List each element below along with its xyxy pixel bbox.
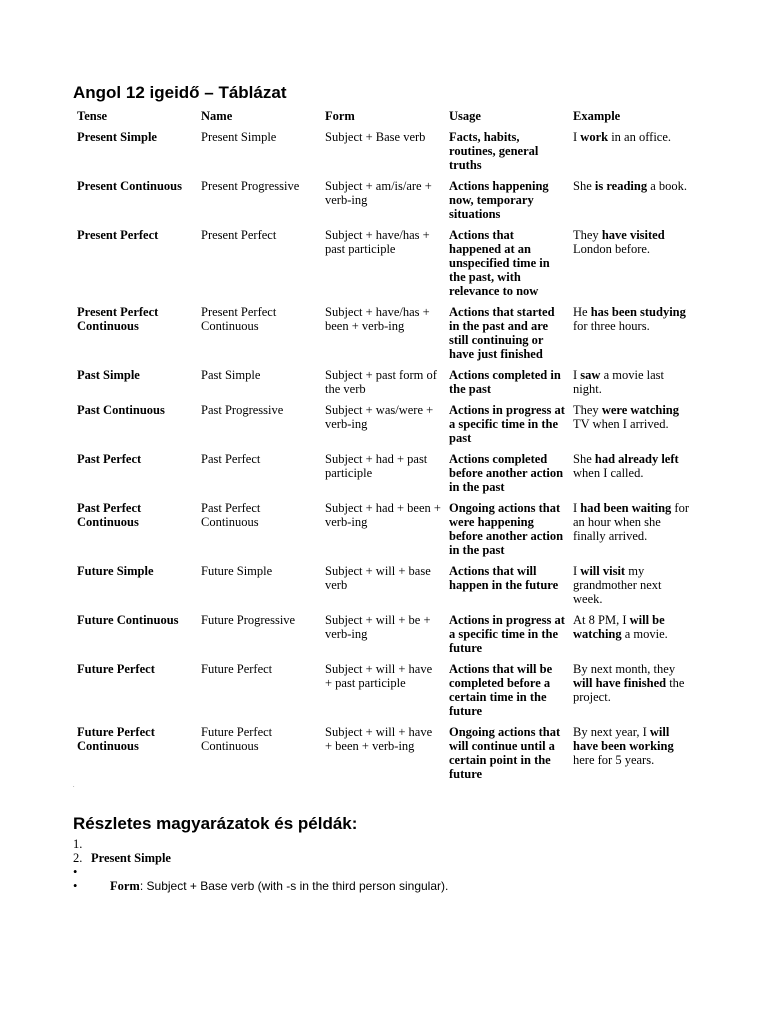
example-verb: were watching <box>601 403 679 417</box>
example-text: a movie. <box>621 627 668 641</box>
cell-example <box>569 179 694 228</box>
cell-tense: Future Perfect Continuous <box>77 725 155 753</box>
cell-usage: Actions completed before another action in the past <box>449 452 564 494</box>
cell-usage: Actions in progress at a specific time in the past <box>449 403 565 445</box>
header-tense: Tense <box>77 109 108 123</box>
section-heading: Részletes magyarázatok és példák: <box>73 814 358 833</box>
list-marker: 2. <box>73 851 83 865</box>
example-text: a movie last night. <box>573 368 664 396</box>
example-text: She <box>573 179 595 193</box>
cell-form: Subject + was/were + verb-ing <box>325 403 434 431</box>
cell-usage: Actions in progress at a specific time in the future <box>449 613 565 655</box>
table-body <box>73 130 694 788</box>
list-item-title: Present Simple <box>91 851 171 865</box>
example-verb: work <box>580 130 609 144</box>
example-text: They <box>573 228 602 242</box>
example-verb: will visit <box>580 564 626 578</box>
example-text: a book. <box>647 179 688 193</box>
cell-form: Subject + will + have + past participle <box>325 662 433 690</box>
cell-name: Present Progressive <box>201 179 300 193</box>
example-text: here for 5 years. <box>573 753 655 767</box>
example-verb: had already left <box>594 452 679 466</box>
cell-tense: Past Perfect <box>77 452 142 466</box>
cell-example <box>569 403 694 452</box>
table-row <box>73 130 694 179</box>
cell-tense: Present Perfect Continuous <box>77 305 159 333</box>
tenses-table <box>73 108 694 788</box>
cell-form: Subject + have/has + past participle <box>325 228 430 256</box>
cell-tense: Past Perfect Continuous <box>77 501 142 529</box>
example-text: TV when I arrived. <box>573 417 669 431</box>
cell-example <box>569 368 694 403</box>
cell-example <box>569 725 694 788</box>
example-verb: have visited <box>601 228 665 242</box>
example-text: They <box>573 403 602 417</box>
table-row <box>73 305 694 368</box>
cell-name: Past Progressive <box>201 403 284 417</box>
example-verb: saw <box>580 368 601 382</box>
table-row <box>73 613 694 662</box>
cell-form: Subject + had + been + verb-ing <box>325 501 441 529</box>
cell-name: Future Simple <box>201 564 273 578</box>
cell-name: Present Perfect Continuous <box>201 305 277 333</box>
example-text: I <box>573 501 581 515</box>
table-header-row <box>73 108 694 130</box>
example-text: I <box>573 130 581 144</box>
header-example: Example <box>573 109 621 123</box>
cell-example <box>569 305 694 368</box>
cell-tense: Present Continuous <box>77 179 182 193</box>
example-text: my grandmother next week. <box>573 564 662 606</box>
table-row <box>73 564 694 613</box>
cell-form: Subject + will + base verb <box>325 564 431 592</box>
cell-usage: Actions that started in the past and are still continuing or have just finished <box>449 305 555 361</box>
header-form: Form <box>325 109 355 123</box>
cell-example <box>569 452 694 501</box>
example-text: By next year, I <box>573 725 650 739</box>
table-row <box>73 452 694 501</box>
example-verb: will have been working <box>573 725 674 753</box>
list-marker: 1. <box>73 837 83 851</box>
table-row <box>73 403 694 452</box>
cell-name: Present Perfect <box>201 228 277 242</box>
cell-example <box>569 662 694 725</box>
example-text: the project. <box>573 676 685 704</box>
table-row <box>73 368 694 403</box>
cell-usage: Actions happening now, temporary situations <box>449 179 549 221</box>
example-text: for an hour when she finally arrived. <box>573 501 689 543</box>
example-text: By next month, they <box>573 662 676 676</box>
example-verb: had been waiting <box>580 501 672 515</box>
table-row <box>73 179 694 228</box>
example-text: I <box>573 564 581 578</box>
example-text: for three hours. <box>573 319 650 333</box>
cell-tense: Past Simple <box>77 368 140 382</box>
table-row <box>73 228 694 305</box>
table-row <box>73 662 694 725</box>
bullet-marker: • <box>73 865 78 879</box>
table-row <box>73 501 694 564</box>
cell-tense: Future Perfect <box>77 662 155 676</box>
header-name: Name <box>201 109 233 123</box>
example-text: I <box>573 368 581 382</box>
example-text: in an office. <box>608 130 672 144</box>
cell-usage: Actions completed in the past <box>449 368 561 396</box>
form-text: : Subject + Base verb (with -s in the third person singular). <box>139 879 449 893</box>
cell-usage: Actions that will happen in the future <box>449 564 559 592</box>
cell-usage: Ongoing actions that were happening before another action in the past <box>449 501 564 557</box>
cell-form: Subject + am/is/are + verb-ing <box>325 179 432 207</box>
cell-example <box>569 564 694 613</box>
cell-name: Present Simple <box>201 130 277 144</box>
example-text: She <box>573 452 595 466</box>
cell-name: Future Perfect Continuous <box>201 725 273 753</box>
example-verb: will have finished <box>573 676 667 690</box>
form-description <box>110 879 448 893</box>
cell-example <box>569 130 694 179</box>
cell-form: Subject + Base verb <box>325 130 426 144</box>
form-label: Form <box>110 879 140 893</box>
cell-tense: Future Simple <box>77 564 154 578</box>
section-dot: . <box>73 783 75 789</box>
table-row <box>73 725 694 788</box>
example-verb: has been studying <box>590 305 686 319</box>
cell-example <box>569 228 694 305</box>
cell-usage: Facts, habits, routines, general truths <box>449 130 539 172</box>
cell-usage: Actions that happened at an unspecified time in the past, with relevance to now <box>449 228 550 298</box>
cell-name: Past Simple <box>201 368 261 382</box>
cell-name: Future Progressive <box>201 613 296 627</box>
cell-name: Past Perfect Continuous <box>201 501 261 529</box>
cell-tense: Future Continuous <box>77 613 179 627</box>
cell-example <box>569 613 694 662</box>
cell-tense: Past Continuous <box>77 403 165 417</box>
cell-form: Subject + had + past participle <box>325 452 428 480</box>
example-text: He <box>573 305 591 319</box>
cell-tense: Present Perfect <box>77 228 159 242</box>
cell-tense: Present Simple <box>77 130 157 144</box>
example-verb: is reading <box>594 179 648 193</box>
cell-name: Future Perfect <box>201 662 273 676</box>
bullet-marker: • <box>73 879 78 893</box>
cell-form: Subject + will + be + verb-ing <box>325 613 431 641</box>
document-title: Angol 12 igeidő – Táblázat <box>73 83 287 102</box>
example-text: At 8 PM, I <box>573 613 630 627</box>
example-text: when I called. <box>573 466 644 480</box>
cell-usage: Ongoing actions that will continue until a certain point in the future <box>449 725 561 781</box>
cell-usage: Actions that will be completed before a certain time in the future <box>449 662 553 718</box>
cell-name: Past Perfect <box>201 452 261 466</box>
cell-form: Subject + have/has + been + verb-ing <box>325 305 430 333</box>
example-verb: will be watching <box>573 613 665 641</box>
cell-form: Subject + past form of the verb <box>325 368 437 396</box>
cell-form: Subject + will + have + been + verb-ing <box>325 725 433 753</box>
example-text: London before. <box>573 242 651 256</box>
cell-example <box>569 501 694 564</box>
header-usage: Usage <box>449 109 481 123</box>
